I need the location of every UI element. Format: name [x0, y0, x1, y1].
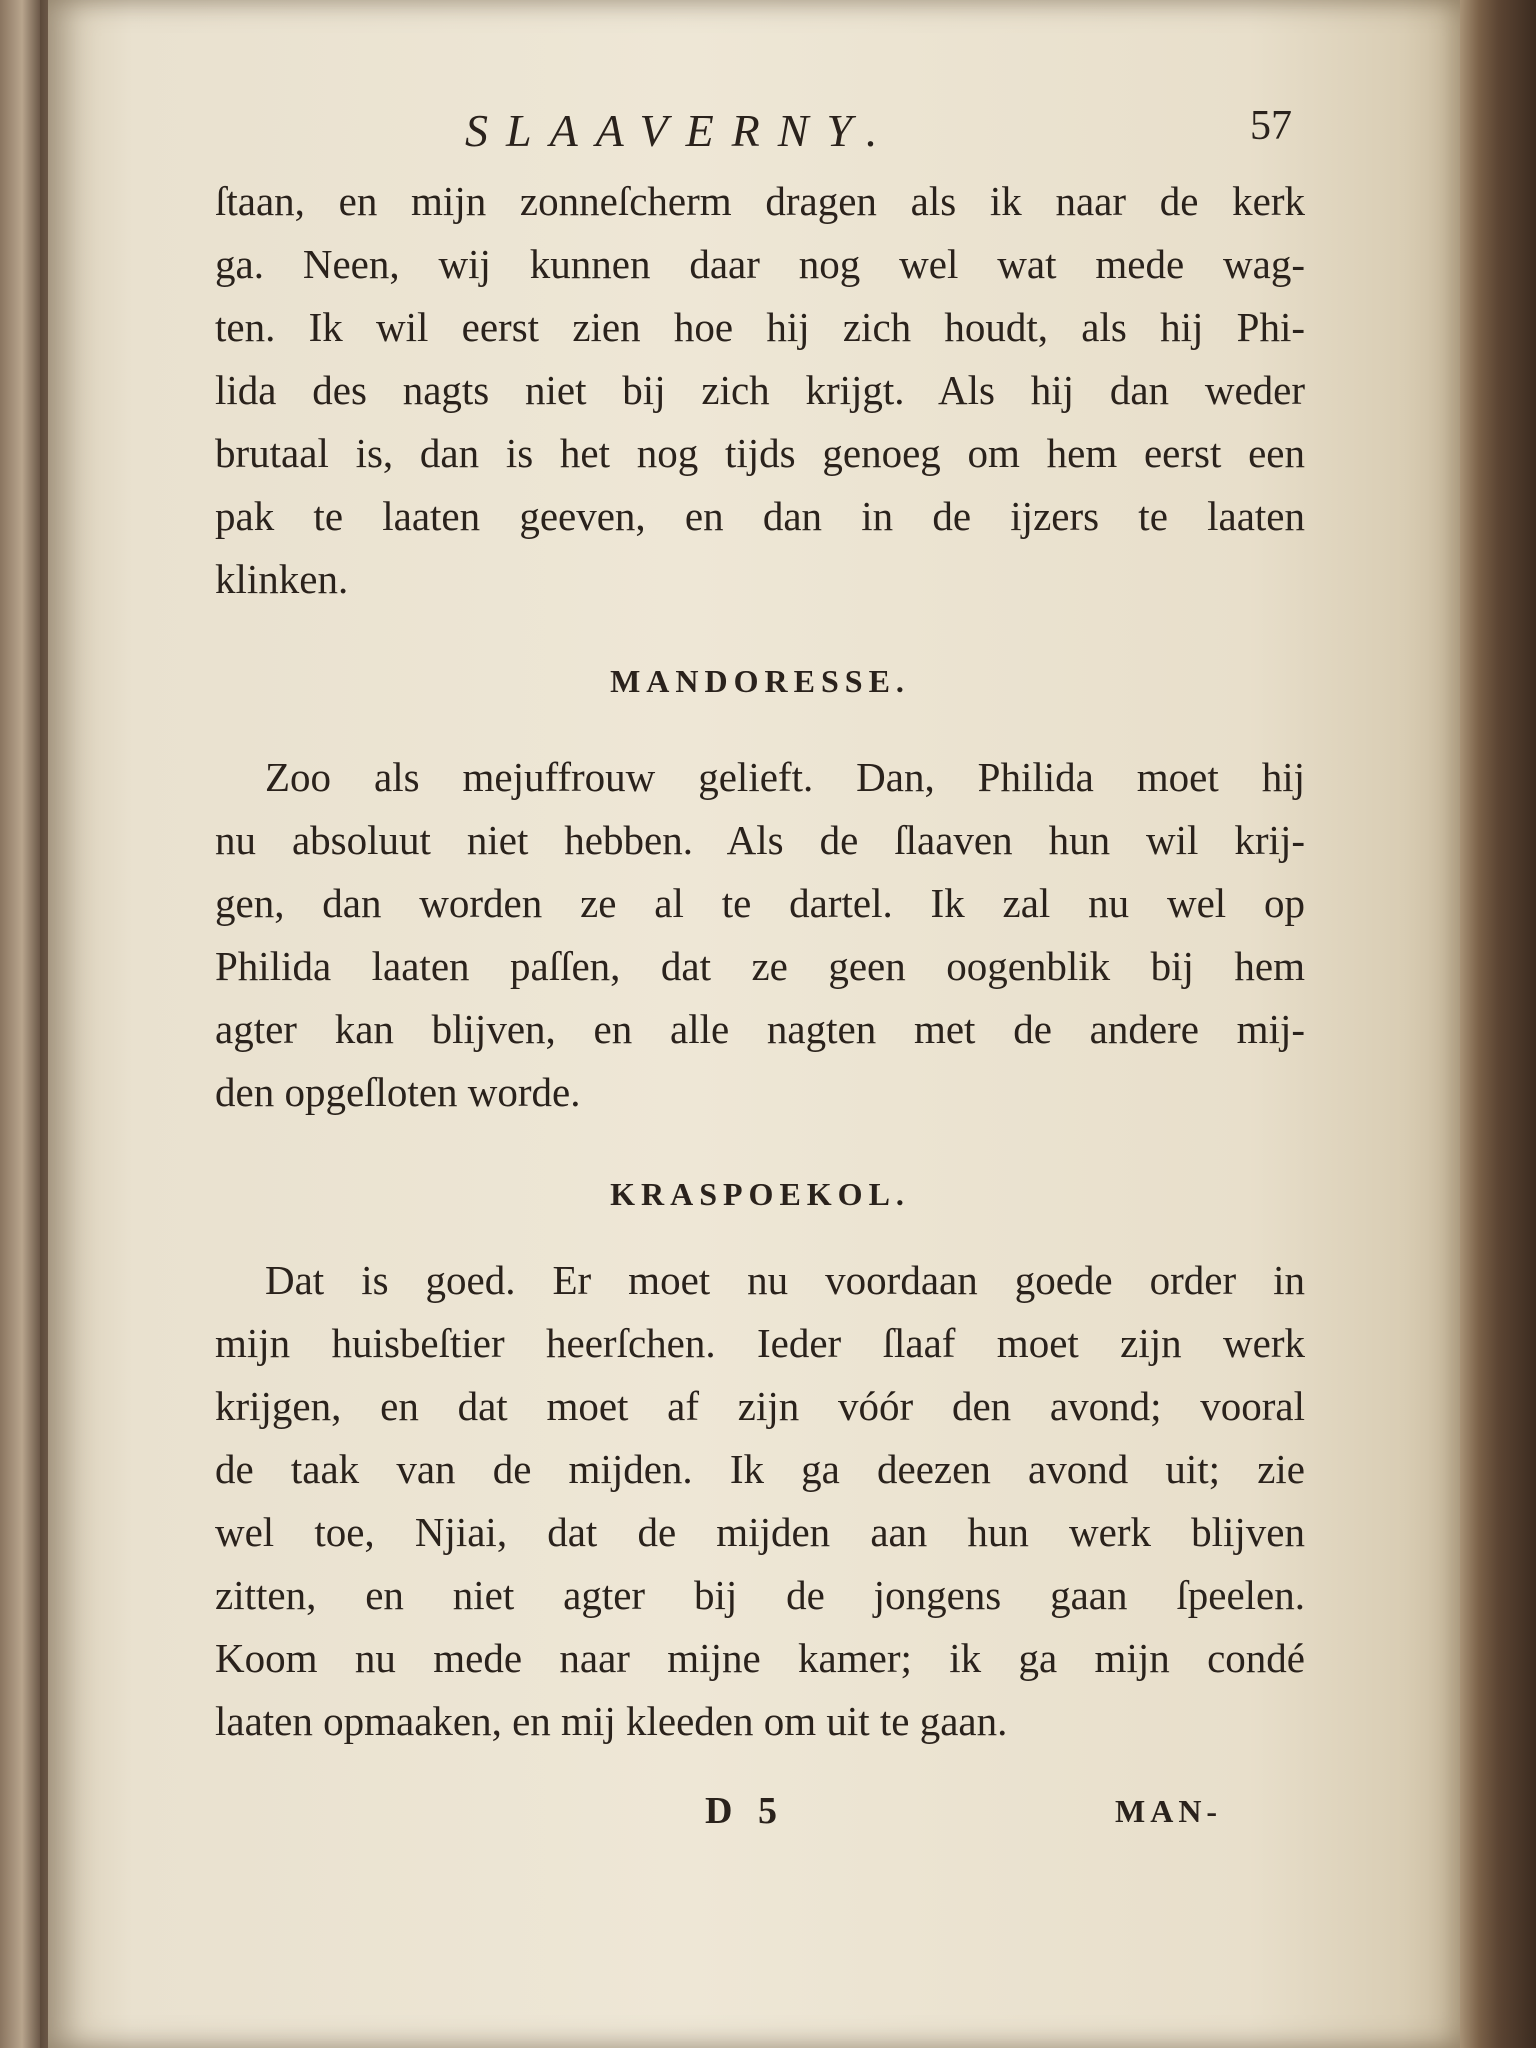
- text-line: laaten opmaaken, en mij kleeden om uit te gaan.: [215, 1698, 1008, 1744]
- text-line: Koom nu mede naar mijne kamer; ik ga mijn condé: [215, 1635, 1305, 1681]
- catchword: MAN-: [1115, 1793, 1223, 1829]
- text-line: brutaal is, dan is het nog tijds genoeg om hem eerst een: [215, 430, 1305, 476]
- text-line: nu absoluut niet hebben. Als de ſlaaven hun wil krij-: [215, 817, 1305, 863]
- text-line: gen, dan worden ze al te dartel. Ik zal nu wel op: [215, 880, 1305, 926]
- text-line: mijn huisbeſtier heerſchen. Ieder ſlaaf moet zijn werk: [215, 1320, 1305, 1366]
- text-line: de taak van de mijden. Ik ga deezen avond uit; zie: [215, 1446, 1305, 1492]
- speaker-heading-kraspoekol: KRASPOEKOL.: [610, 1176, 910, 1212]
- text-line: Dat is goed. Er moet nu voordaan goede order in: [265, 1257, 1305, 1303]
- paragraph-2: [215, 746, 1305, 1124]
- paragraph-3: [215, 1249, 1305, 1753]
- text-line: krijgen, en dat moet af zijn vóór den avond; vooral: [215, 1383, 1305, 1429]
- text-line: ſtaan, en mijn zonneſcherm dragen als ik naar de kerk: [215, 178, 1305, 224]
- book-spine-edge: [1460, 0, 1536, 2048]
- text-line: wel toe, Njiai, dat de mijden aan hun werk blijven: [215, 1509, 1305, 1555]
- text-line: agter kan blijven, en alle nagten met de andere mij-: [215, 1006, 1305, 1052]
- text-line: Zoo als mejuffrouw gelieft. Dan, Philida moet hij: [265, 754, 1305, 800]
- paragraph-1: [215, 170, 1305, 611]
- previous-page-edge: [0, 0, 40, 2048]
- text-line: lida des nagts niet bij zich krijgt. Als hij dan weder: [215, 367, 1305, 413]
- page-footer: [215, 1789, 1305, 1859]
- page-number: 57: [1250, 103, 1292, 149]
- speaker-heading-mandoresse: MANDORESSE.: [610, 663, 910, 699]
- text-line: pak te laaten geeven, en dan in de ijzers te laaten: [215, 493, 1305, 539]
- text-line: zitten, en niet agter bij de jongens gaan ſpeelen.: [215, 1572, 1305, 1618]
- text-line: ten. Ik wil eerst zien hoe hij zich houdt, als hij Phi-: [215, 304, 1305, 350]
- text-line: klinken.: [215, 556, 349, 602]
- signature-mark: D 5: [705, 1790, 785, 1832]
- text-line: Philida laaten paſſen, dat ze geen oogenblik bij hem: [215, 943, 1305, 989]
- text-line: ga. Neen, wij kunnen daar nog wel wat mede wag-: [215, 241, 1305, 287]
- running-head-title: SLAAVERNY.: [465, 105, 896, 156]
- page-text-block: [215, 90, 1305, 1859]
- text-line: den opgeſloten worde.: [215, 1069, 581, 1115]
- running-head: [215, 90, 1305, 170]
